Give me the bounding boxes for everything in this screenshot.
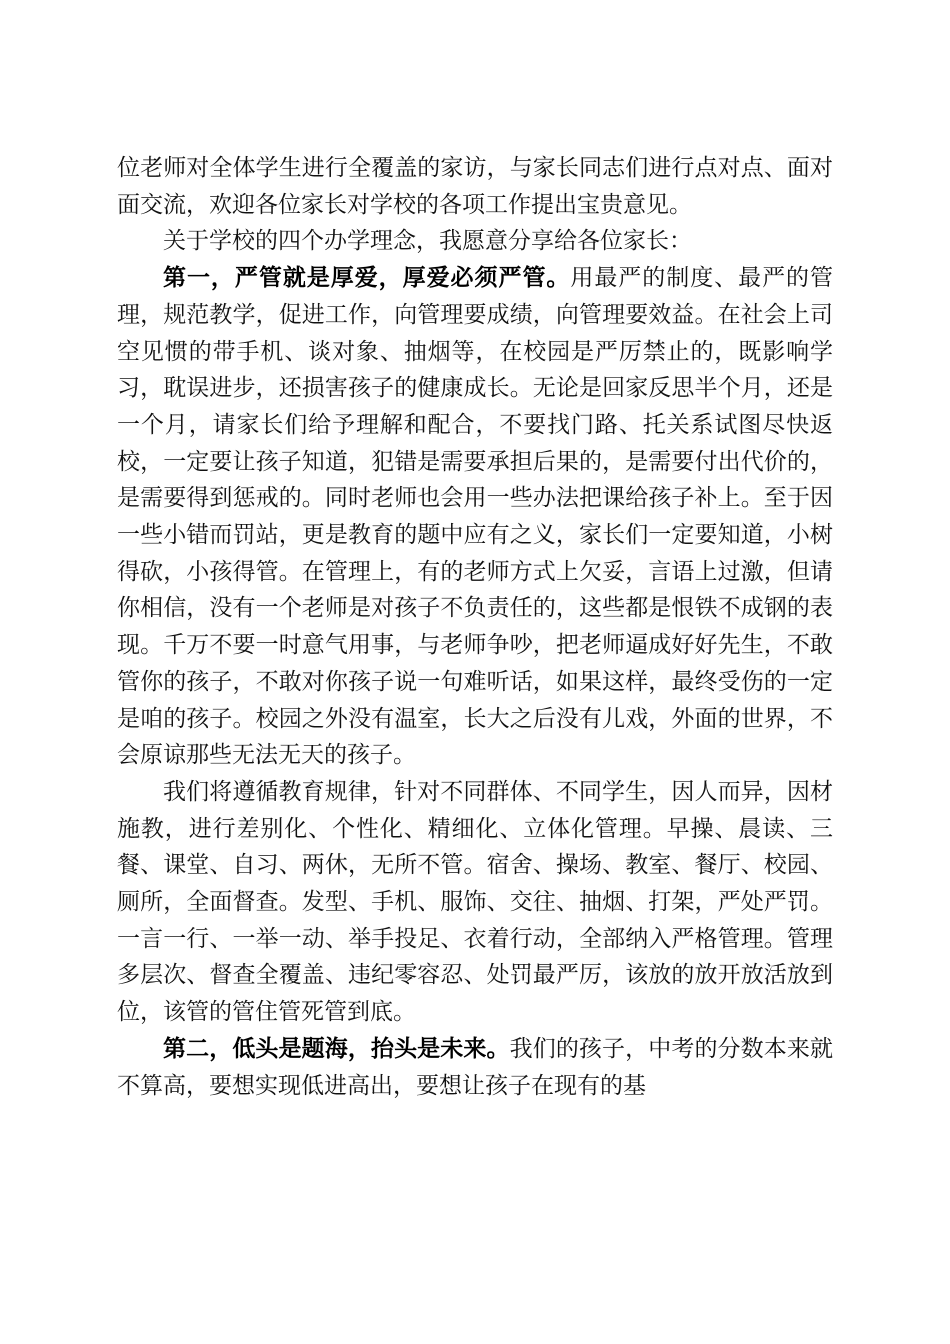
- paragraph-1-text: 位老师对全体学生进行全覆盖的家访，与家长同志们进行点对点、面对面交流，欢迎各位家长对学校的各项工作提出宝贵意见。: [117, 155, 833, 218]
- paragraph-4: [117, 774, 833, 1031]
- paragraph-3: [117, 260, 833, 774]
- paragraph-1: [117, 150, 833, 223]
- paragraph-4-text: 我们将遵循教育规律，针对不同群体、不同学生，因人而异，因材施教，进行差别化、个性化、精细化、立体化管理。早操、晨读、三餐、课堂、自习、两休，无所不管。宿舍、操场、教室、餐厅、校园、厕所，全面督查。发型、手机、服饰、交往、抽烟、打架，严处严罚。一言一行、一举一动、举手投足、衣着行动，全部纳入严格管理。管理多层次、督查全覆盖、违纪零容忍、处罚最严厉，该放的放开放活放到位，该管的管住管死管到底。: [117, 778, 833, 1026]
- paragraph-5-heading: 第二，低头是题海，抬头是未来。: [163, 1035, 510, 1062]
- paragraph-3-heading: 第一，严管就是厚爱，厚爱必须严管。: [163, 265, 571, 292]
- document-page: [117, 150, 833, 1104]
- paragraph-3-text: 用最严的制度、最严的管理，规范教学，促进工作，向管理要成绩，向管理要效益。在社会上司空见惯的带手机、谈对象、抽烟等，在校园是严厉禁止的，既影响学习，耽误进步，还损害孩子的健康成长。无论是回家反思半个月，还是一个月，请家长们给予理解和配合，不要找门路、托关系试图尽快返校，一定要让孩子知道，犯错是需要承担后果的，是需要付出代价的，是需要得到惩戒的。同时老师也会用一些办法把课给孩子补上。至于因一些小错而罚站，更是教育的题中应有之义，家长们一定要知道，小树得砍，小孩得管。在管理上，有的老师方式上欠妥，言语上过激，但请你相信，没有一个老师是对孩子不负责任的，这些都是恨铁不成钢的表现。千万不要一时意气用事，与老师争吵，把老师逼成好好先生，不敢管你的孩子，不敢对你孩子说一句难听话，如果这样，最终受伤的一定是咱的孩子。校园之外没有温室，长大之后没有儿戏，外面的世界，不会原谅那些无法无天的孩子。: [117, 265, 834, 769]
- paragraph-5: [117, 1031, 833, 1104]
- paragraph-5-text: 我们的孩子，中考的分数本来就不算高，要想实现低进高出，要想让孩子在现有的基: [117, 1035, 834, 1099]
- paragraph-2-text: 关于学校的四个办学理念，我愿意分享给各位家长：: [163, 228, 692, 255]
- paragraph-2: [117, 223, 833, 260]
